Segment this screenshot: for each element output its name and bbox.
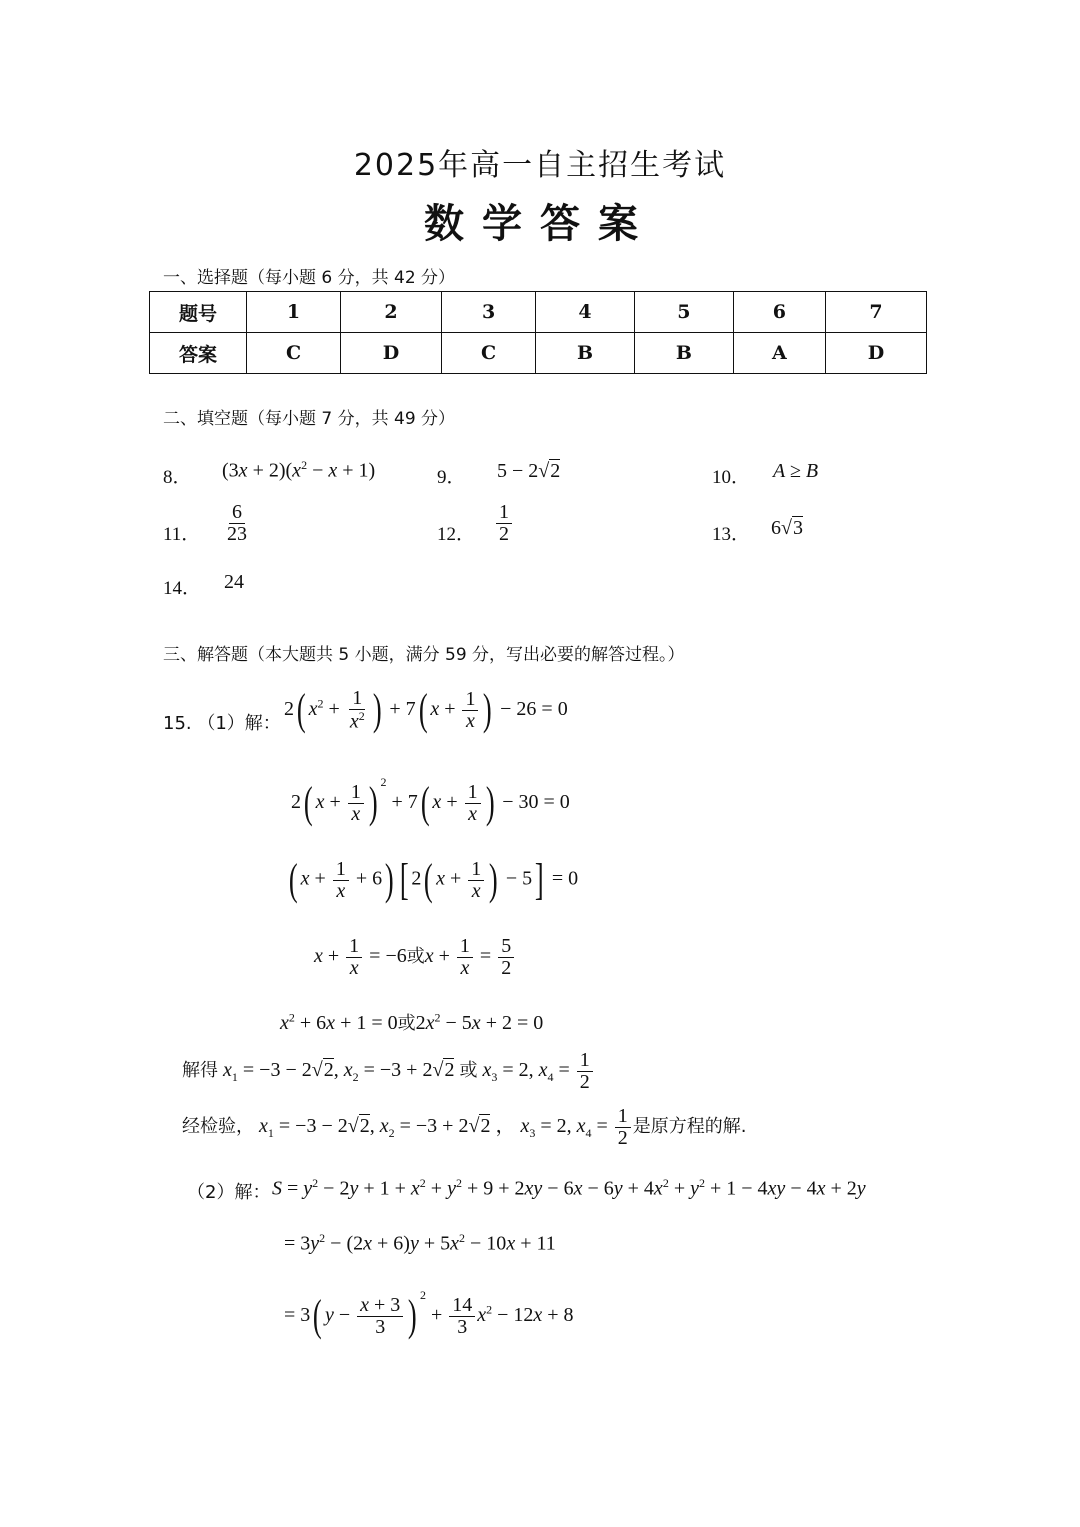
fill-answer-9: 5 − 2√2 (497, 460, 561, 482)
item-number: 13． (712, 524, 751, 545)
choice-answer: A (733, 333, 825, 374)
equation-line: $S = y^2 - 2y + 1 + x^2 + y^2 + 9 + 2xy - 6x - 6y + 4x^2 + y^2 + 1 - 4xy - 4x + 2y$ (272, 1176, 866, 1200)
equation-line: ( x + $\frac{1}{x}$ + 6) [ 2( x + $\frac{1}{x}$ ) − 5] = 0 (288, 855, 579, 904)
table-row (150, 292, 927, 333)
or-word: 或 (406, 946, 425, 968)
table-row (150, 333, 927, 374)
or-word: 或 (459, 1060, 478, 1082)
solve-text: 解得 (182, 1060, 218, 1082)
choice-answer: B (634, 333, 733, 374)
equation-line: 2( $x^2$ + $\frac{1}{x^2}$ ) + 7( x + $\frac{1}{x}$ ) − 26 = 0 (284, 685, 568, 735)
fill-answer-12: $\frac{1}{2}$ (494, 502, 514, 545)
check-line: 经检验， $x_1 = -3 - 2√2$, $x_2 = -3 + 2√2$ ， $x_3 = 2$, $x_4$ = $\frac{1}{2}$ 是原方程的解. (182, 1105, 747, 1149)
row-label: 题号 (150, 292, 247, 333)
item-number: 12． (437, 524, 476, 545)
choice-answer: C (442, 333, 536, 374)
row-label: 答案 (150, 333, 247, 374)
item-number: 11． (163, 524, 201, 545)
equation-line: $x^2 + 6x + 1 = 0$或$2x^2 - 5x + 2 = 0$ (280, 1010, 544, 1034)
question-number: 1 (247, 292, 341, 333)
solution-line: 解得 $x_1 = -3 - 2√2$, $x_2 = -3 + 2√2$ 或 $x_3 = 2$, $x_4$ = $\frac{1}{2}$ (182, 1050, 595, 1093)
equation-line: = $3y^2 - (2x + 6)y + 5x^2 - 10x + 11$ (284, 1231, 556, 1255)
answer-table (149, 291, 927, 374)
choice-answer: D (825, 333, 926, 374)
section-1-heading: 一、选择题（每小题 6 分，共 42 分） (163, 268, 456, 288)
item-number: 8． (163, 467, 192, 488)
or-word: 或 (397, 1013, 416, 1034)
item-number: 10． (712, 467, 751, 488)
fill-answer-10: A ≥ B (773, 460, 819, 482)
section-3-heading: 三、解答题（本大题共 5 小题，满分 59 分，写出必要的解答过程。） (163, 645, 685, 665)
answer-title: 数学答案 (424, 201, 656, 247)
q15-label: 15. （1）解： (163, 713, 281, 734)
question-number: 7 (825, 292, 926, 333)
section-2-heading: 二、填空题（每小题 7 分，共 49 分） (163, 409, 456, 429)
question-number: 2 (341, 292, 442, 333)
choice-answer: C (247, 333, 341, 374)
fill-answer-8: $(3x + 2)(x^2 - x + 1)$ (222, 458, 376, 482)
check-tail: 是原方程的解. (632, 1116, 747, 1138)
choice-answer: B (536, 333, 635, 374)
equation-line: = 3( y − $\frac{x + 3}{3}$ ) $^2$ + $\frac{14}{3}$ $x^2 - 12x + 8$ (284, 1288, 574, 1341)
exam-title: 2025年高一自主招生考试 (353, 148, 727, 183)
question-number: 5 (634, 292, 733, 333)
part2-label: （2）解： (187, 1182, 271, 1203)
fill-answer-13: 6√3 (771, 517, 803, 539)
fill-answer-14: 24 (224, 571, 244, 593)
choice-answer: D (341, 333, 442, 374)
fill-answer-11: $\frac{6}{23}$ (227, 501, 247, 545)
item-number: 9． (437, 467, 466, 488)
question-number: 6 (733, 292, 825, 333)
equation-line: x + $\frac{1}{x}$ = −6或x + $\frac{1}{x}$ = $\frac{5}{2}$ (314, 936, 516, 979)
question-number: 3 (442, 292, 536, 333)
equation-line: 2( x + $\frac{1}{x}$ ) $^2$ + 7( x + $\frac{1}{x}$ ) − 30 = 0 (291, 775, 570, 828)
question-number: 4 (536, 292, 635, 333)
check-text: 经检验， (182, 1116, 254, 1138)
item-number: 14． (163, 578, 202, 599)
